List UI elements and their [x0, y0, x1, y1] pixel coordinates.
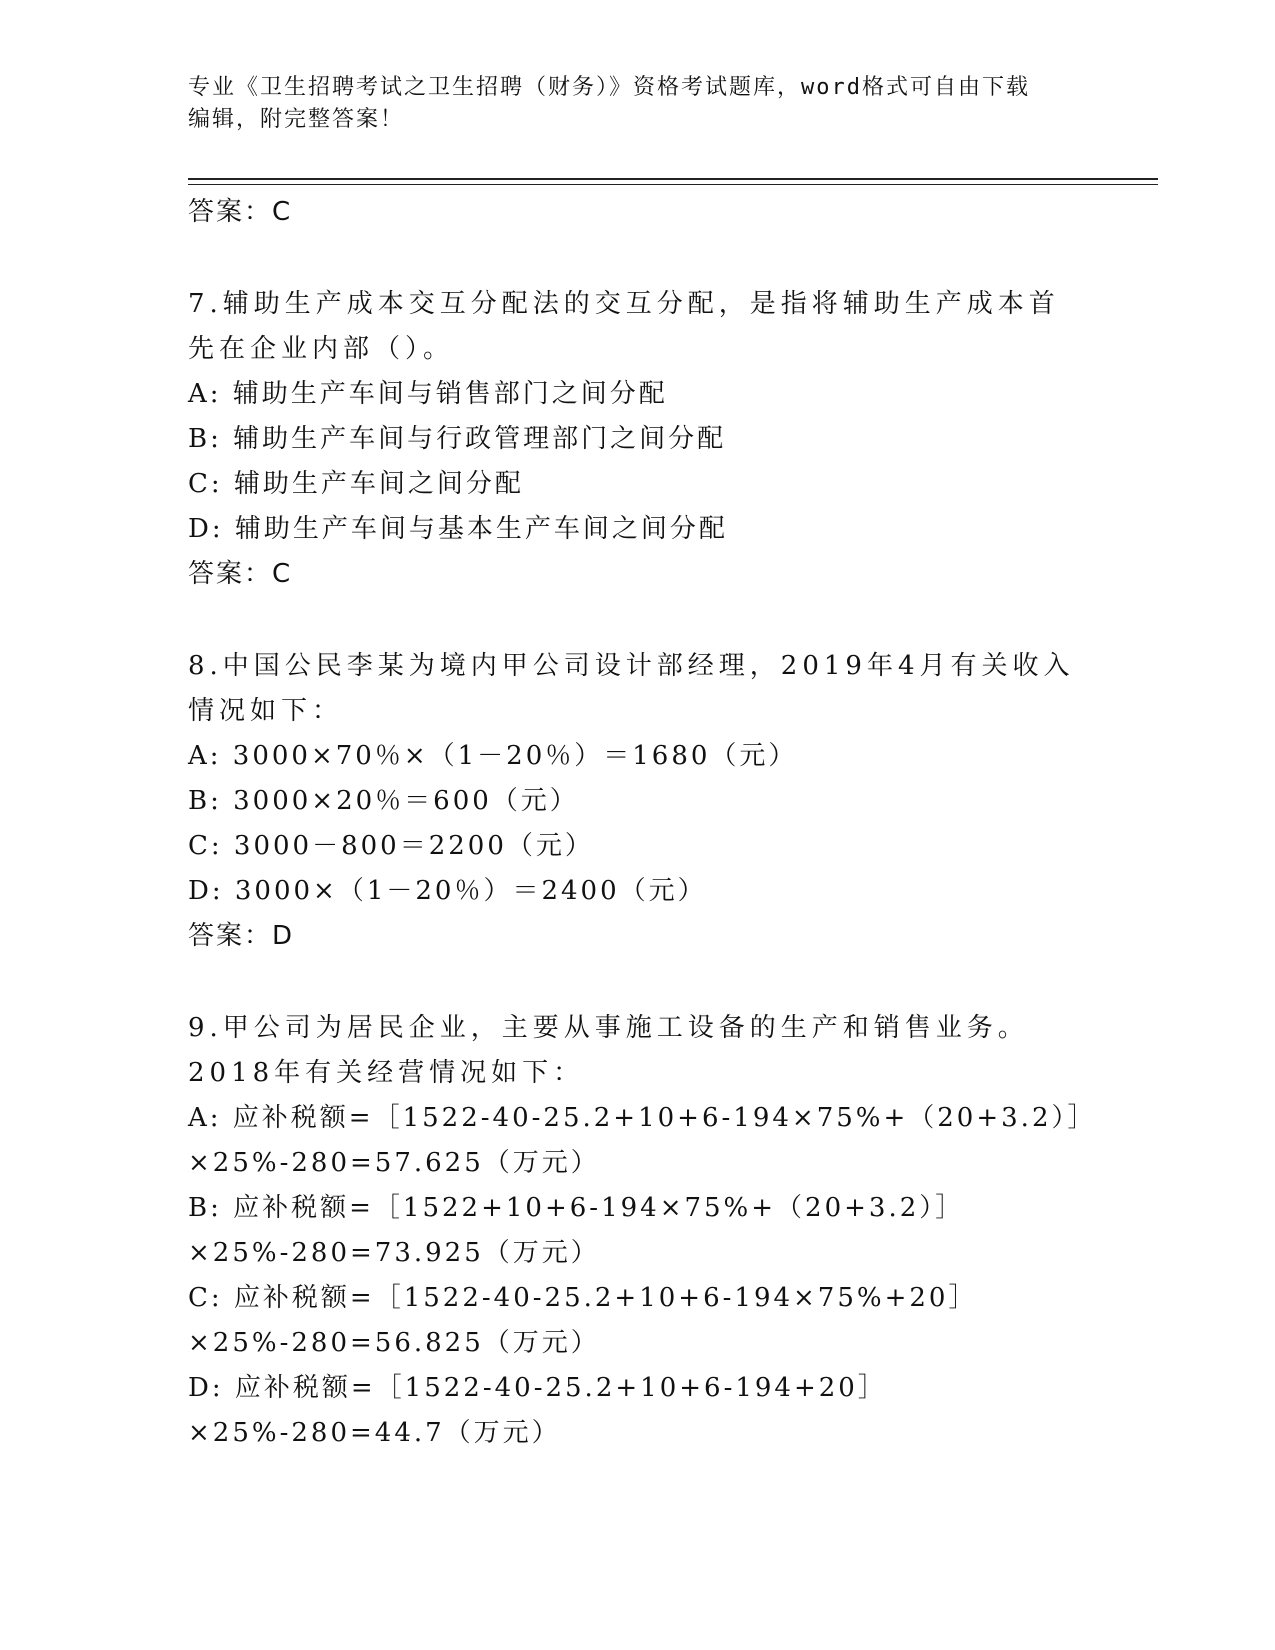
- option-b: B: 辅助生产车间与行政管理部门之间分配: [188, 424, 727, 454]
- document-header: [188, 72, 1088, 136]
- answer-q8: 答案：D: [188, 921, 295, 951]
- option-d: D: 3000×（1－20％）＝2400（元）: [188, 876, 707, 906]
- header-rule-thin: [188, 184, 1158, 185]
- header-line-2: 编辑，附完整答案！: [188, 107, 405, 132]
- question-7: [188, 282, 1088, 597]
- question-9: [188, 1006, 1088, 1456]
- option-b: B: 应补税额=［1522+10+6-194×75%+（20+3.2）］×25%-280=73.925（万元）: [188, 1193, 965, 1268]
- answer-q6: 答案：C: [188, 197, 293, 227]
- option-a: A: 辅助生产车间与销售部门之间分配: [188, 379, 668, 409]
- option-d: D: 辅助生产车间与基本生产车间之间分配: [188, 514, 728, 544]
- option-b: B: 3000×20％＝600（元）: [188, 786, 579, 816]
- option-a: A: 应补税额=［1522-40-25.2+10+6-194×75%+（20+3.2）］×25%-280=57.625（万元）: [188, 1103, 1084, 1178]
- option-c: C: 辅助生产车间之间分配: [188, 469, 524, 499]
- question-stem: 7.辅助生产成本交互分配法的交互分配，是指将辅助生产成本首先在企业内部（）。: [188, 289, 1060, 364]
- header-rule: [188, 178, 1158, 180]
- option-c: C: 3000－800＝2200（元）: [188, 831, 594, 861]
- question-stem: 9.甲公司为居民企业，主要从事施工设备的生产和销售业务。2018年有关经营情况如下：: [188, 1013, 1029, 1088]
- header-line-1: 专业《卫生招聘考试之卫生招聘（财务）》资格考试题库，word格式可自由下载: [188, 75, 1030, 100]
- option-d: D: 应补税额=［1522-40-25.2+10+6-194+20］×25%-280=44.7（万元）: [188, 1373, 887, 1448]
- option-c: C: 应补税额=［1522-40-25.2+10+6-194×75%+20］×25%-280=56.825（万元）: [188, 1283, 978, 1358]
- answer-q7: 答案：C: [188, 559, 293, 589]
- question-stem: 8.中国公民李某为境内甲公司设计部经理，2019年4月有关收入情况如下：: [188, 651, 1075, 726]
- question-8: [188, 644, 1088, 959]
- option-a: A: 3000×70％×（1－20％）＝1680（元）: [188, 741, 798, 771]
- document-body: [188, 190, 1088, 1456]
